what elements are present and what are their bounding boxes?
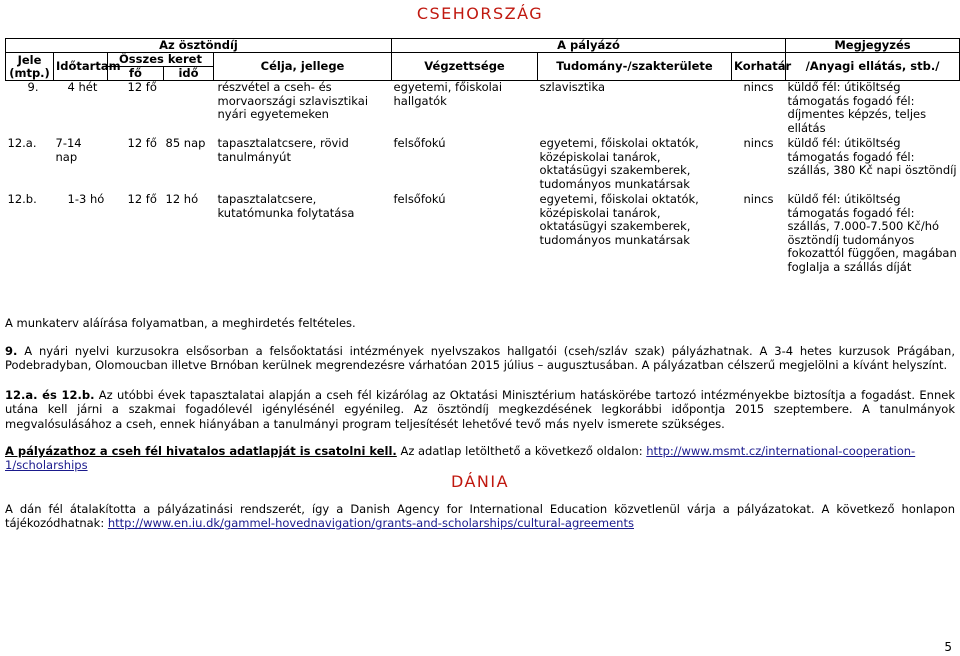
paragraph-9-label: 9. [5,344,18,358]
page-number: 5 [944,640,952,654]
cell-ido: 12 hó [165,192,199,206]
cell-jele: 12.b. [7,192,37,206]
table-row [6,81,960,138]
header-fo: fő [108,67,164,81]
cell-korhatar: nincs [743,80,774,94]
msmt-link-part2[interactable]: 1/scholarships [5,458,88,473]
cell-idotartam: 1-3 hó [67,192,105,206]
cell-megjegyzes: küldő fél: útiköltség támogatás fogadó fél: szállás, 7.000-7.500 Kč/hó ösztöndíj tudományos fokozattól függően, magában foglalja a szállás díját [787,192,957,274]
header-osszes-keret: Összes keret [108,53,214,67]
note-munkaterv: A munkaterv aláírása folyamatban, a meghirdetés feltételes. [5,316,356,330]
header-celja: Célja, jellege [214,53,392,81]
paragraph-dania [5,502,955,531]
header-jele-line2: (mtp.) [9,65,50,80]
header-jele-line1: Jele [17,52,42,67]
cell-jele: 12.a. [7,136,37,150]
country-title-dania: DÁNIA [450,472,510,491]
adatlap-text: Az adatlap letölthető a következő oldalon: [400,444,643,458]
header-megjegyzes: Megjegyzés [786,39,960,53]
header-row-columns [6,53,960,67]
header-tudomany: Tudomány-/szakterülete [538,53,732,81]
cell-idotartam: 4 hét [67,80,98,94]
dania-text: A dán fél átalakította a pályázatinási rendszerét, így a Danish Agency for International Education közvetlenül várja a pályázatokat. A következő honlapon tájékozódhatnak: [5,502,955,531]
table-row [6,193,960,291]
header-palyazo: A pályázó [392,39,786,53]
table-row [6,137,960,193]
cell-vegzettsege: egyetemi, főiskolai hallgatók [393,80,503,108]
cell-korhatar: nincs [743,192,774,206]
cell-tudomany: egyetemi, főiskolai oktatók, középiskolai tanárok, oktatásügyi szakemberek, tudományos munkatársak [539,136,699,191]
header-korhatar: Korhatár [732,53,786,81]
paragraph-12 [5,388,955,431]
adatlap-bold-text: A pályázathoz a cseh fél hivatalos adatlapját is csatolni kell. [5,444,397,458]
cell-vegzettsege: felsőfokú [393,192,446,206]
cell-vegzettsege: felsőfokú [393,136,446,150]
paragraph-9-text: A nyári nyelvi kurzusokra elsősorban a felsőoktatási intézmények nyelvszakos hallgatói (cseh/szláv szak) pályázhatnak. A 3-4 hetes kurzusok Prágában, Podebradyban, Olomoucban illetve Brnóban kerülnek megrendezésre várhatóan 2015 július – augusztusában. A pályázatban célszerű megjelölni a kívánt helyszínt. [5,344,956,373]
header-ido: idő [164,67,214,81]
header-jele [6,53,54,81]
paragraph-9 [5,344,955,373]
cell-celja: tapasztalatcsere, rövid tanulmányút [217,136,349,164]
cell-korhatar: nincs [743,136,774,150]
header-anyagi: /Anyagi ellátás, stb./ [786,53,960,81]
cell-idotartam: 7-14 nap [55,136,82,164]
paragraph-adatlap [5,444,955,473]
dania-link[interactable]: http://www.en.iu.dk/gammel-hovednavigation/grants-and-scholarships/cultural-agreements [107,516,634,531]
header-row-groups [6,39,960,53]
cell-fo: 12 fő [127,80,157,94]
cell-celja: részvétel a cseh- és morvaországi szlavisztikai nyári egyetemeken [217,80,369,122]
country-title: CSEHORSZÁG [416,4,544,23]
scholarship-table [5,38,960,291]
header-osztondij: Az ösztöndíj [6,39,392,53]
cell-tudomany: szlavisztika [539,80,606,94]
paragraph-12-text: Az utóbbi évek tapasztalatai alapján a cseh fél kizárólag az Oktatási Minisztérium hatáskörébe tartozó intézményekbe biztosítja a fogadást. Ennek utána kell járni a szakmai fogadólevél igénylésénél egyénileg. Az ösztöndíj megkezdésének legkorábbi időpontja 2015 szeptembere. A tanulmányok megvalósulásához a cseh, ennek hiányában a tanulmányi program teljesítését lehetővé tevő más nyelv ismerete szükséges. [5,388,955,431]
msmt-link-part1[interactable]: http://www.msmt.cz/international-cooperation- [646,444,916,458]
cell-ido: 85 nap [165,136,206,150]
header-vegzettsege: Végzettsége [392,53,538,81]
paragraph-12-label: 12.a. és 12.b. [5,388,95,402]
cell-fo: 12 fő [127,192,157,206]
header-idotartam: Időtartam [54,53,108,81]
cell-jele: 9. [27,80,39,94]
cell-tudomany: egyetemi, főiskolai oktatók, középiskolai tanárok, oktatásügyi szakemberek, tudományos munkatársak [539,192,699,247]
cell-celja: tapasztalatcsere, kutatómunka folytatása [217,192,355,220]
cell-megjegyzes: küldő fél: útiköltség támogatás fogadó fél: díjmentes képzés, teljes ellátás [787,80,927,135]
cell-megjegyzes: küldő fél: útiköltség támogatás fogadó fél: szállás, 380 Kč napi ösztöndíj [787,136,957,178]
cell-ido [164,81,214,138]
cell-fo: 12 fő [127,136,157,150]
